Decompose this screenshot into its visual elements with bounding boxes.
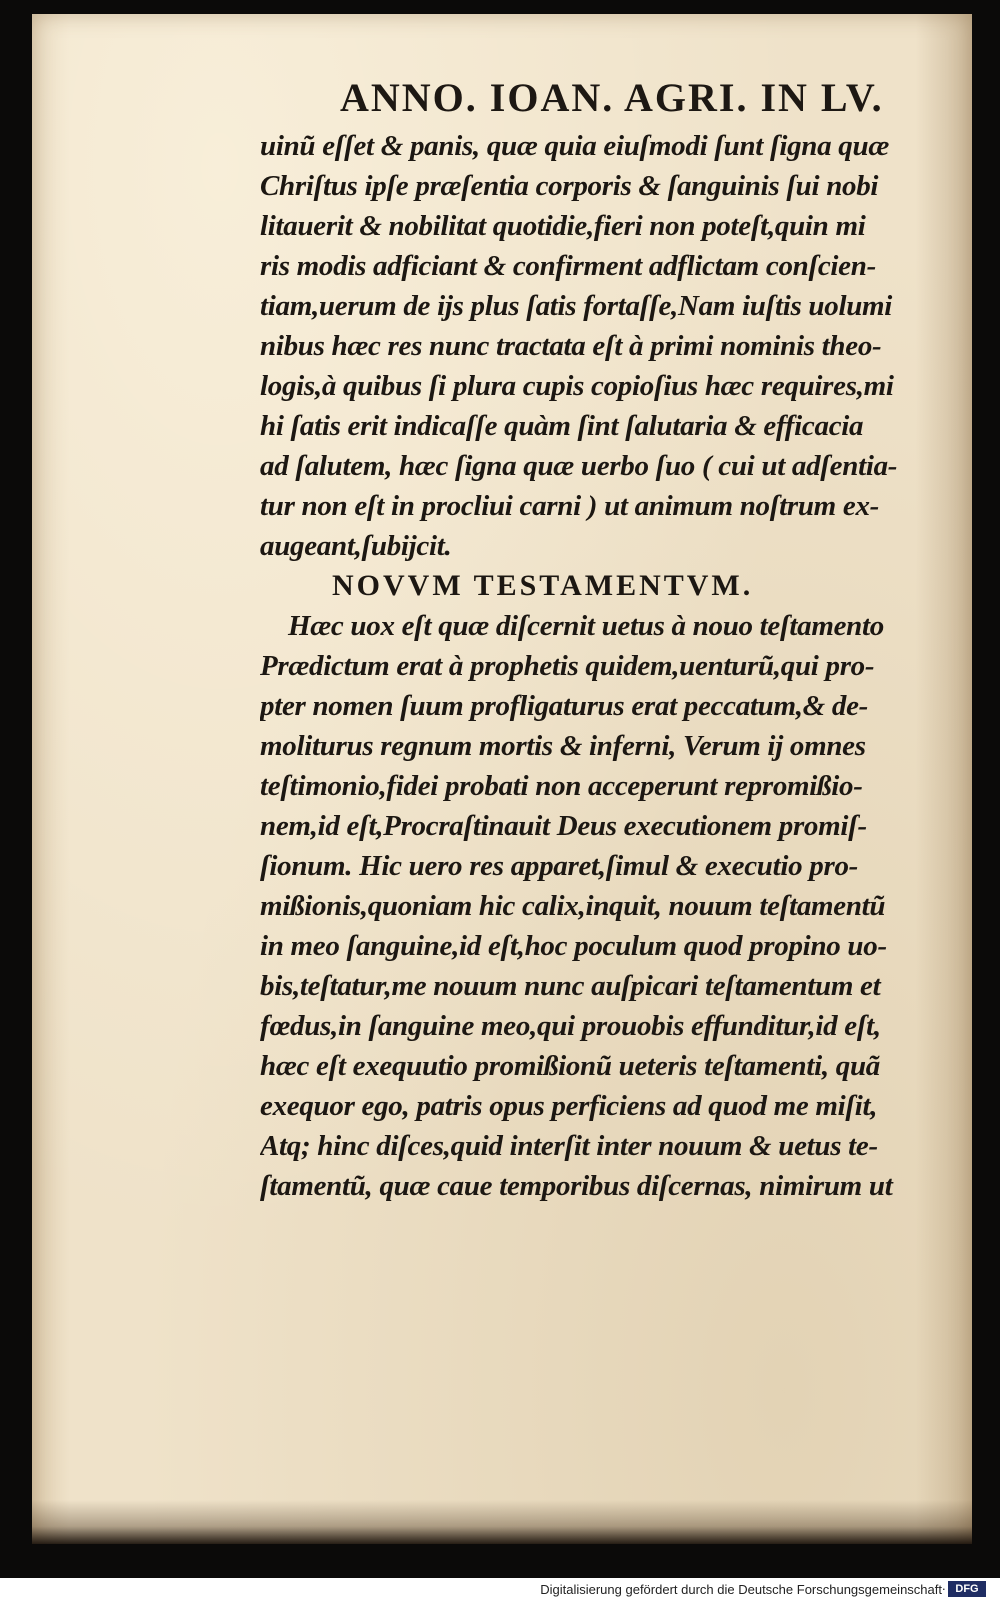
text-line: moliturus regnum mortis & inferni, Verum ij omnes (260, 730, 866, 762)
text-line: ad ſalutem, hæc ſigna quæ uerbo ſuo ( cui ut adſentia- (260, 450, 898, 482)
text-line: fœdus,in ſanguine meo,qui prouobis effunditur,id eſt, (260, 1010, 881, 1042)
text-line: hi ſatis erit indicaſſe quàm ſint ſalutaria & efficacia (260, 410, 864, 442)
text-line: in meo ſanguine,id eſt,hoc poculum quod propino uo- (260, 930, 887, 962)
running-header: ANNO. IOAN. AGRI. IN LV. (340, 75, 884, 120)
text-line: logis,à quibus ſi plura cupis copioſius hæc requires,mi (260, 370, 894, 402)
text-line: tiam,uerum de ijs plus ſatis fortaſſe,Nam iuſtis uolumi (260, 290, 893, 322)
text-line: nem,id eſt,Procraſtinauit Deus executionem promiſ- (260, 810, 867, 842)
text-line: hæc eſt exequutio promißionũ ueteris teſtamenti, quã (260, 1050, 881, 1082)
body-text (260, 126, 910, 1206)
footer-separator: · (941, 1581, 946, 1596)
text-line: Prædictum erat à prophetis quidem,uenturũ,qui pro- (260, 650, 875, 682)
text-line: pter nomen ſuum profligaturus erat peccatum,& de- (260, 690, 869, 722)
text-line: ris modis adficiant & confirment adflictam conſcien- (260, 250, 876, 282)
text-line: Chriſtus ipſe præſentia corporis & ſanguinis ſui nobi (260, 170, 879, 202)
text-line: bis,teſtatur,me nouum nunc auſpicari teſtamentum et (260, 970, 881, 1002)
text-line: augeant,ſubijcit. (260, 530, 452, 562)
text-line: uinũ eſſet & panis, quæ quia eiuſmodi ſunt ſigna quæ (260, 130, 889, 162)
footer-credit: Digitalisierung gefördert durch die Deutsche Forschungsgemeinschaft (540, 1582, 942, 1597)
dfg-logo: DFG (948, 1581, 986, 1597)
text-line: ſtamentũ, quæ caue temporibus diſcernas, nimirum ut (260, 1170, 893, 1202)
text-line: exequor ego, patris opus perficiens ad quod me miſit, (260, 1090, 878, 1122)
text-line: litauerit & nobilitat quotidie,fieri non poteſt,quin mi (260, 210, 866, 242)
text-line: mißionis,quoniam hic calix,inquit, nouum teſtamentũ (260, 890, 886, 922)
section-heading: NOVVM TESTAMENTVM. (332, 569, 754, 602)
text-line: ſionum. Hic uero res apparet,ſimul & executio pro- (260, 850, 859, 882)
text-line: Hæc uox eſt quæ diſcernit uetus à nouo teſtamento (288, 610, 884, 642)
page-bottom-edge (32, 1500, 972, 1544)
text-line: nibus hæc res nunc tractata eſt à primi nominis theo- (260, 330, 882, 362)
text-line: tur non eſt in procliui carni ) ut animum noſtrum ex- (260, 490, 880, 522)
text-line: Atq; hinc diſces,quid interſit inter nouum & uetus te- (260, 1130, 878, 1162)
text-line: teſtimonio,fidei probati non acceperunt repromißio- (260, 770, 863, 802)
